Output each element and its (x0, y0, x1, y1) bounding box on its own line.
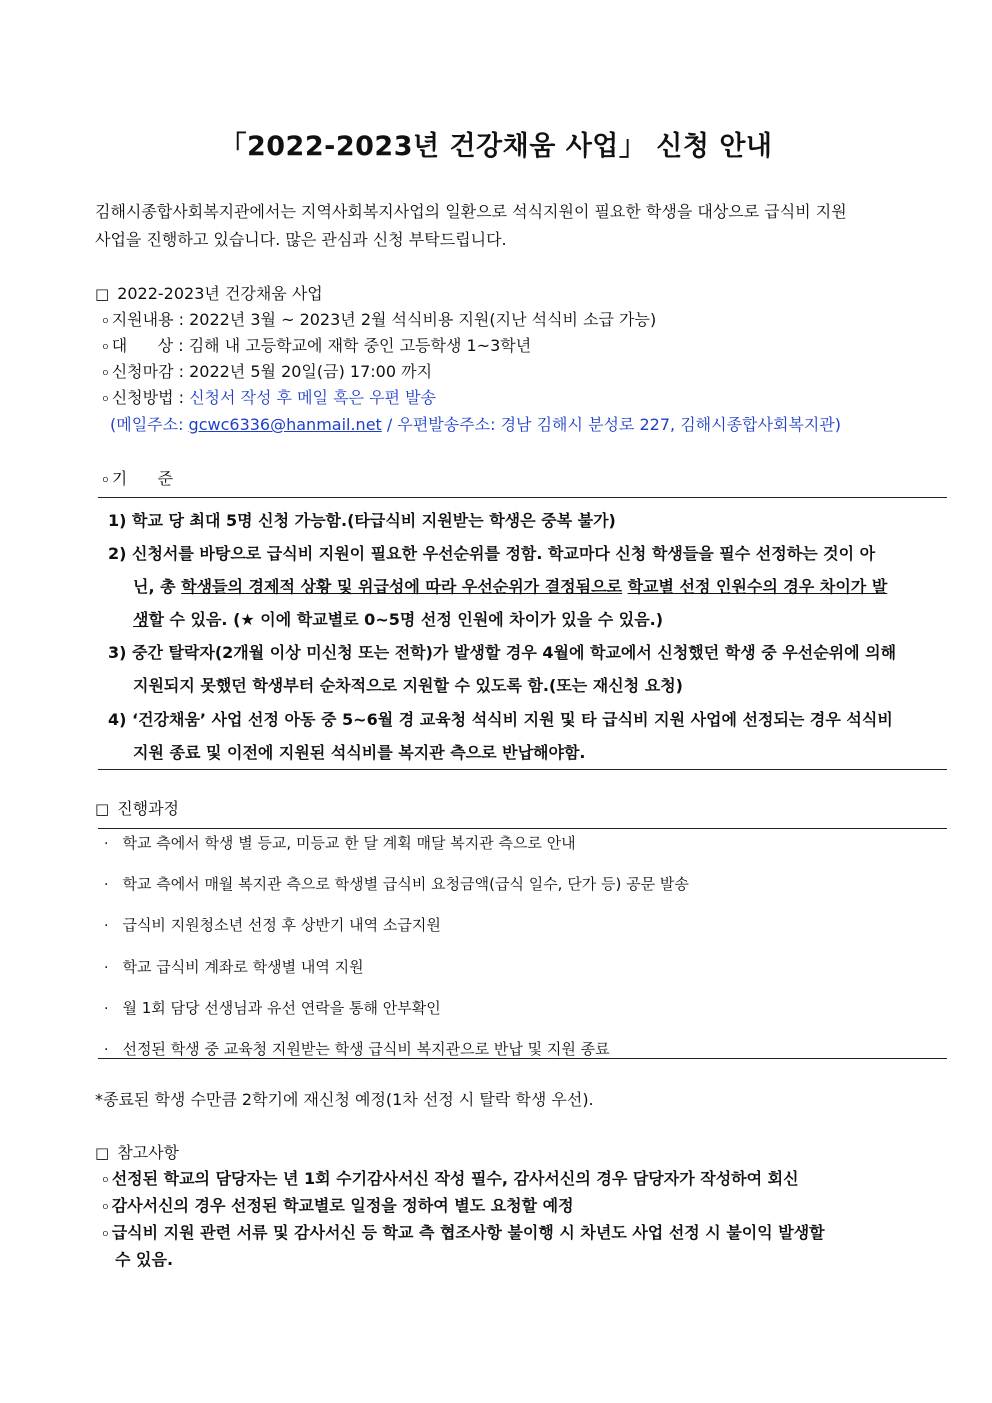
circle-bullet-icon: ㅇ (101, 476, 110, 486)
process-item: · 월 1회 담당 선생님과 유선 연락을 통해 안부확인 (104, 999, 441, 1017)
process-item: · 학교 급식비 계좌로 학생별 내역 지원 (104, 958, 364, 976)
support-content-item: ㅇ 지원내용 : 2022년 3월 ~ 2023년 2월 석식비용 지원(지난 석식비 소급 가능) (101, 310, 657, 329)
reference-item: ㅇ 선정된 학교의 담당자는 년 1회 수기감사서신 작성 필수, 감사서신의 경우 담당자가 작성하여 회신 (101, 1169, 799, 1188)
process-item: · 학교 측에서 학생 별 등교, 미등교 한 달 계획 매달 복지관 측으로 안내 (104, 834, 576, 852)
application-method-value: 신청서 작성 후 메일 혹은 우편 발송 (189, 388, 436, 407)
process-top-divider (98, 828, 947, 829)
circle-bullet-icon: ㅇ (101, 369, 110, 379)
section-heading-process: □ 진행과정 (95, 799, 180, 818)
reapply-note: *종료된 학생 수만큼 2학기에 재신청 예정(1차 선정 시 탈락 학생 우선). (95, 1090, 594, 1109)
section-heading-program (95, 281, 323, 304)
criteria-item-2-line-2: 닌, 총 학생들의 경제적 상황 및 위급성에 따라 우선순위가 결정됨으로 학교별 선정 인원수의 경우 차이가 발 (133, 577, 888, 596)
reference-item: ㅇ 감사서신의 경우 선정된 학교별로 일정을 정하여 별도 요청할 예정 (101, 1196, 574, 1215)
dot-bullet-icon: · (104, 960, 109, 976)
circle-bullet-icon: ㅇ (101, 1176, 110, 1186)
criteria-item-2-line-1: 2) 신청서를 바탕으로 급식비 지원이 필요한 우선순위를 정함. 학교마다 신청 학생들을 필수 선정하는 것이 아 (108, 544, 876, 563)
criteria-item-1: 1) 학교 당 최대 5명 신청 가능함.(타급식비 지원받는 학생은 중복 불가) (108, 511, 616, 530)
section-heading-text: 2022-2023년 건강채움 사업 (117, 284, 323, 303)
process-item: · 급식비 지원청소년 선정 후 상반기 내역 소급지원 (104, 916, 441, 934)
dot-bullet-icon: · (104, 877, 109, 893)
checkbox-square-icon: □ (95, 285, 110, 303)
dot-bullet-icon: · (104, 836, 109, 852)
dot-bullet-icon: · (104, 1042, 109, 1058)
circle-bullet-icon: ㅇ (101, 395, 110, 405)
criteria-bottom-divider (98, 769, 947, 770)
circle-bullet-icon: ㅇ (101, 1203, 110, 1213)
process-item: · 선정된 학생 중 교육청 지원받는 학생 급식비 복지관으로 반납 및 지원 종료 (104, 1040, 610, 1058)
checkbox-square-icon: □ (95, 800, 110, 818)
circle-bullet-icon: ㅇ (101, 317, 110, 327)
criteria-item-3-line-1: 3) 중간 탈락자(2개월 이상 미신청 또는 전학)가 발생할 경우 4월에 학교에서 신청했던 학생 중 우선순위에 의해 (108, 643, 897, 662)
contact-info: (메일주소: gcwc6336@hanmail.net / 우편발송주소: 경남 김해시 분성로 227, 김해시종합사회복지관) (110, 415, 842, 434)
reference-item-3-continued: 수 있음. (115, 1250, 174, 1269)
criteria-top-divider (98, 497, 947, 498)
intro-line-1: 김해시종합사회복지관에서는 지역사회복지사업의 일환으로 석식지원이 필요한 학생을 대상으로 급식비 지원 (95, 202, 847, 221)
criteria-item-4-line-1: 4) ‘건강채움’ 사업 선정 아동 중 5~6월 경 교육청 석식비 지원 및 타 급식비 지원 사업에 선정되는 경우 석식비 (108, 710, 893, 729)
criteria-item-4-line-2: 지원 종료 및 이전에 지원된 석식비를 복지관 측으로 반납해야함. (133, 743, 586, 762)
checkbox-square-icon: □ (95, 1144, 110, 1162)
circle-bullet-icon: ㅇ (101, 1230, 110, 1240)
criteria-heading: ㅇ 기 준 (101, 469, 174, 488)
email-link[interactable]: gcwc6336@hanmail.net (188, 415, 382, 434)
target-item: ㅇ 대 상 : 김해 내 고등학교에 재학 중인 고등학생 1~3학년 (101, 336, 532, 355)
page-title: 「2022-2023년 건강채움 사업」 신청 안내 (219, 131, 773, 162)
dot-bullet-icon: · (104, 1001, 109, 1017)
reference-item: ㅇ 급식비 지원 관련 서류 및 감사서신 등 학교 측 협조사항 불이행 시 차년도 사업 선정 시 불이익 발생할 (101, 1223, 825, 1242)
intro-line-2: 사업을 진행하고 있습니다. 많은 관심과 신청 부탁드립니다. (95, 230, 507, 249)
criteria-item-2-line-3: 생할 수 있음. (★ 이에 학교별로 0~5명 선정 인원에 차이가 있을 수 있음.) (133, 610, 664, 629)
criteria-item-3-line-2: 지원되지 못했던 학생부터 순차적으로 지원할 수 있도록 함.(또는 재신청 요청) (133, 676, 683, 695)
application-method-item: ㅇ 신청방법 : 신청서 작성 후 메일 혹은 우편 발송 (101, 388, 436, 407)
deadline-item: ㅇ 신청마감 : 2022년 5월 20일(금) 17:00 까지 (101, 362, 433, 381)
section-heading-reference: □ 참고사항 (95, 1143, 180, 1162)
process-item: · 학교 측에서 매월 복지관 측으로 학생별 급식비 요청금액(급식 일수, 단가 등) 공문 발송 (104, 875, 689, 893)
process-bottom-divider (98, 1058, 947, 1059)
dot-bullet-icon: · (104, 918, 109, 934)
circle-bullet-icon: ㅇ (101, 343, 110, 353)
